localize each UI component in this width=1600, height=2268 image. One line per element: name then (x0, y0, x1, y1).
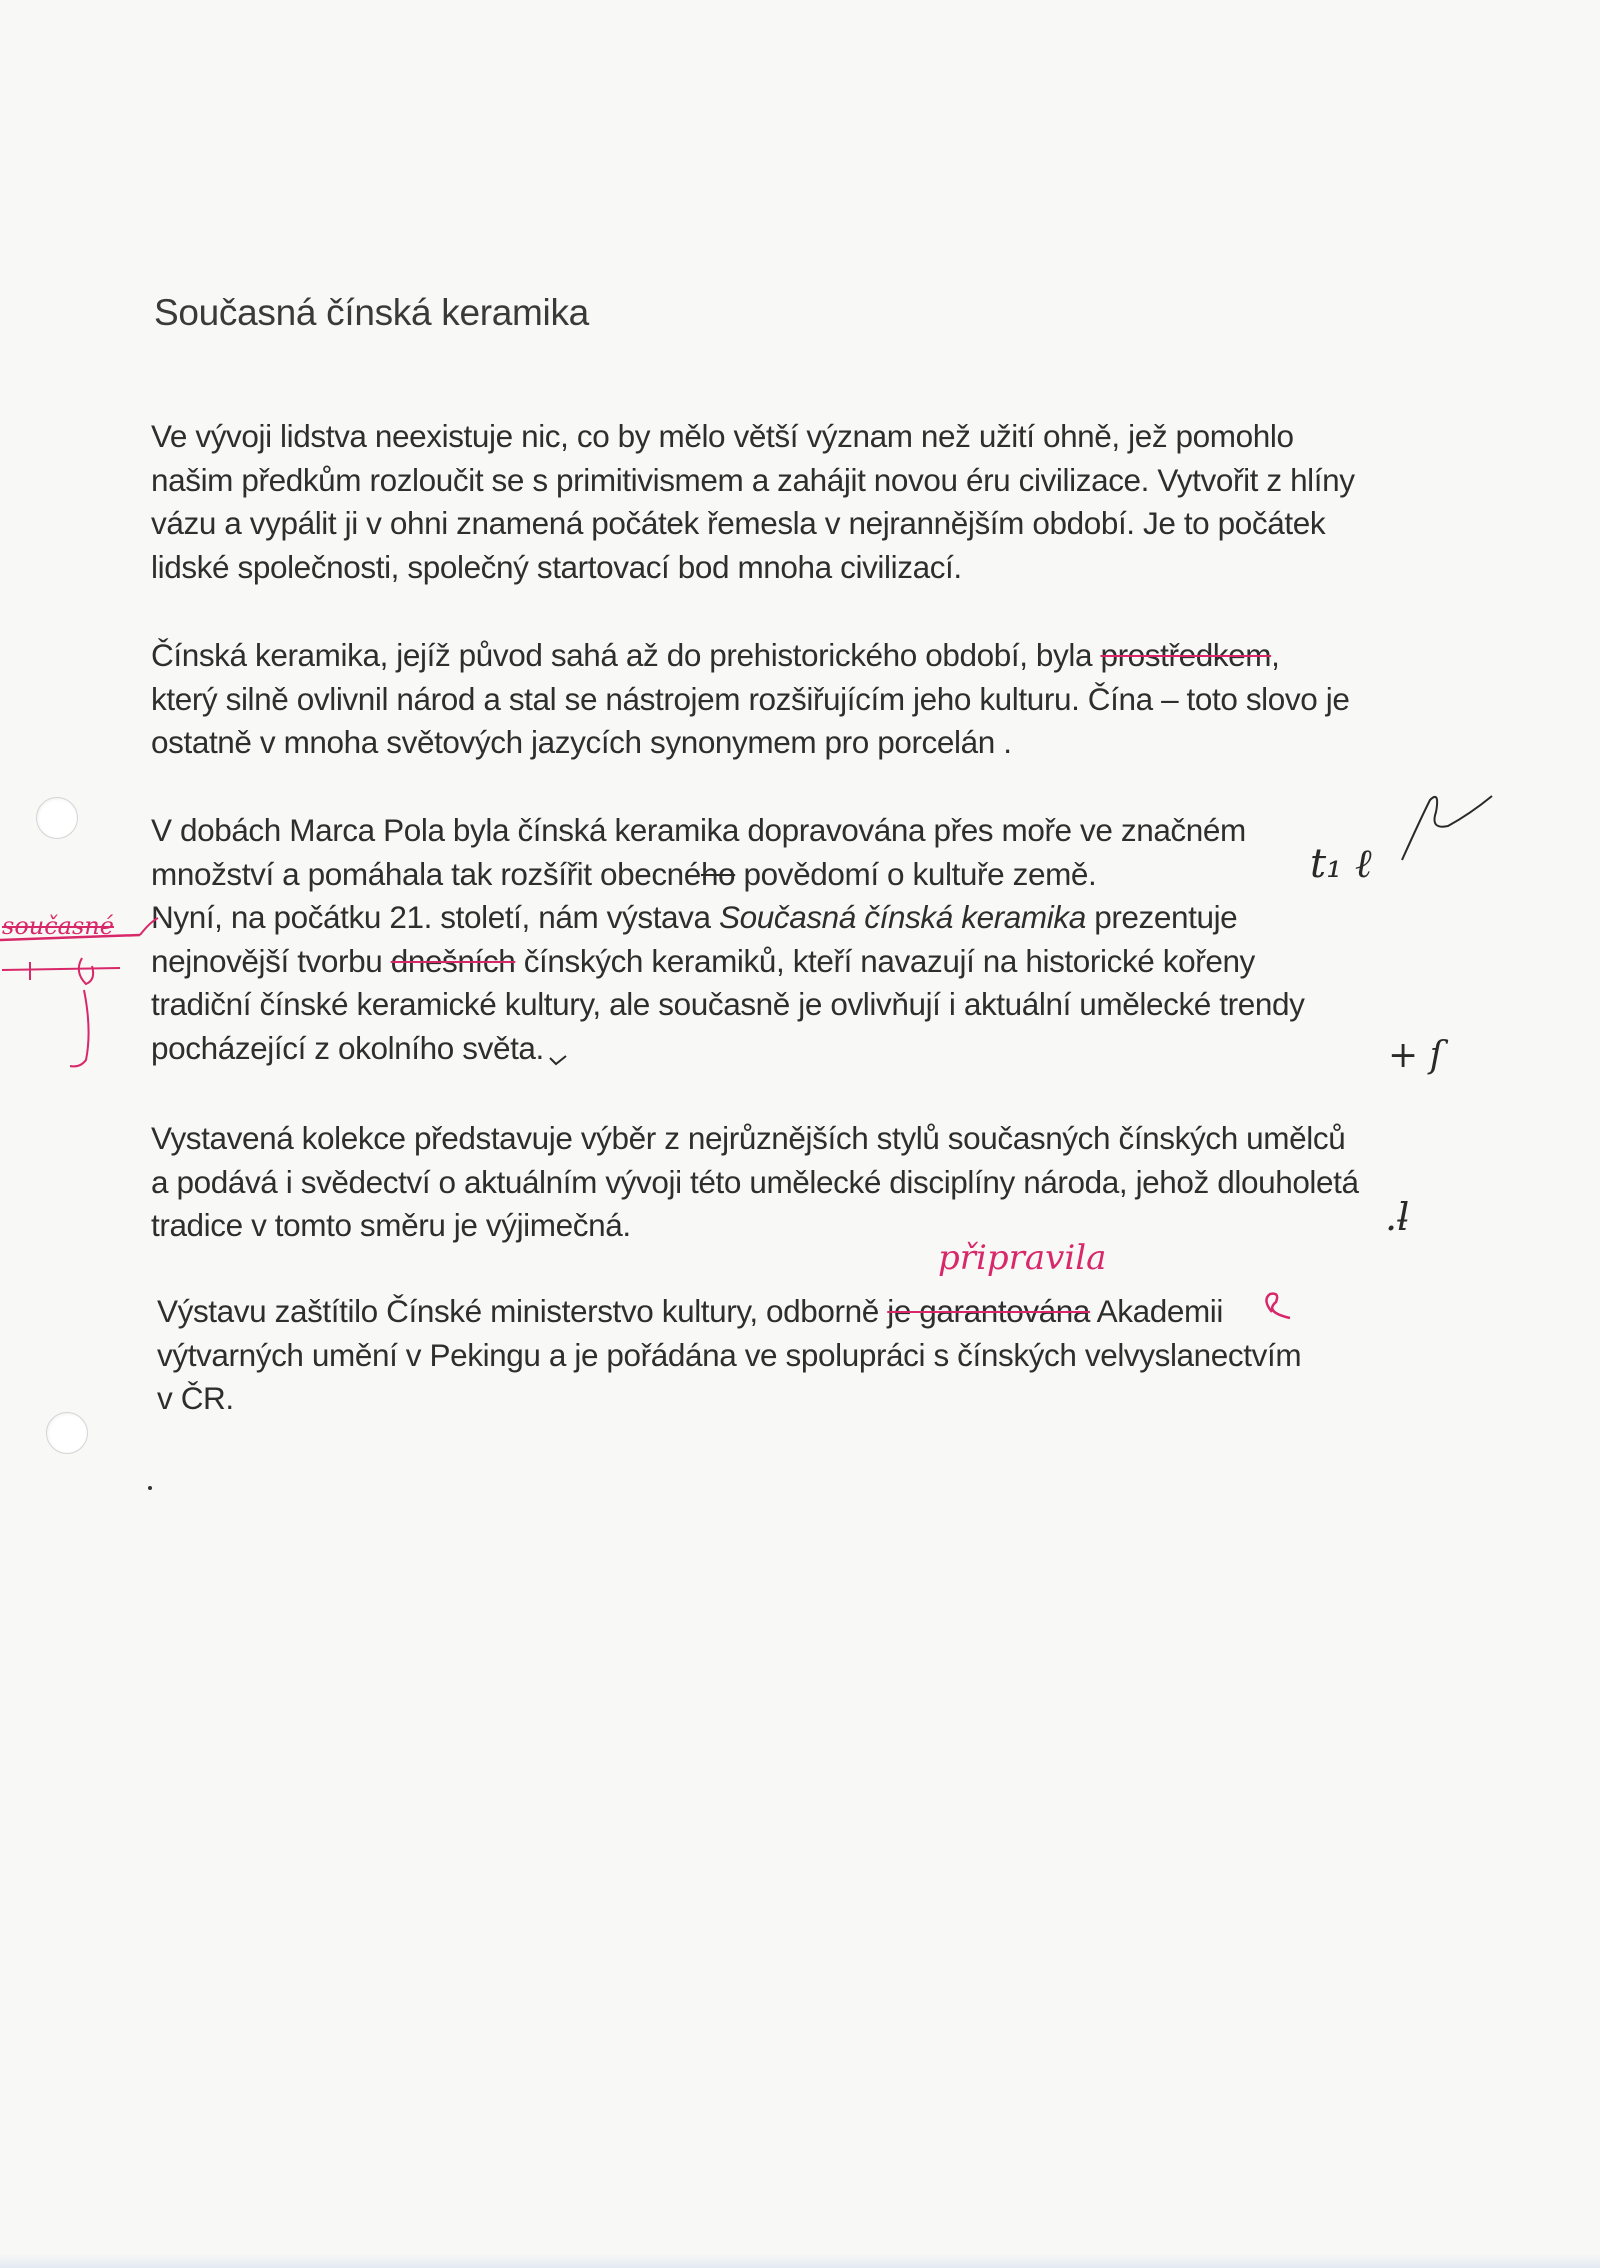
text-run: Výstavu zaštítilo Čínské ministerstvo kultury, odborně (157, 1293, 888, 1329)
exhibition-name: Současná čínská keramika (719, 899, 1086, 935)
paragraph-3-line-6: pocházející z okolního světa. (151, 1029, 544, 1066)
paragraph-3-line-4 (151, 940, 1401, 984)
text-run: Akademii (1090, 1293, 1223, 1329)
text-run: množství a pomáhala tak rozšířit obecné (151, 855, 701, 892)
struck-word: prostředkem (1100, 637, 1272, 673)
struck-letters: ho (700, 855, 736, 892)
margin-correction-note: současné (2, 912, 114, 940)
punch-hole-top (36, 797, 78, 839)
paragraph-4-line: Vystavená kolekce představuje výběr z nejrůznějších stylů současných čínských umělců (151, 1120, 1346, 1156)
paragraph-2-line-1 (151, 634, 1401, 678)
text-run: prezentuje (1085, 899, 1238, 935)
proofreading-mark-2: + ſ (1388, 1035, 1443, 1076)
margin-loop (79, 958, 93, 984)
paragraph-3-line-5: tradiční čínské keramické kultury, ale současně je ovlivňují i aktuální umělecké trendy (151, 986, 1305, 1022)
text-run: Čínská keramika, jejíž původ sahá až do prehistorického období, byla (151, 637, 1101, 673)
paragraph-5-line-1 (157, 1290, 1407, 1334)
text-run: Nyní, na počátku 21. století, nám výstava (151, 899, 719, 935)
paragraph-1-line: lidské společnosti, společný startovací bod mnoha civilizací. (151, 548, 962, 585)
text-run: nejnovější tvorbu (151, 942, 391, 979)
paragraph-5-line-3: v ČR. (157, 1380, 234, 1416)
punch-hole-bottom (46, 1412, 88, 1454)
paragraph-3 (151, 809, 1401, 1070)
paragraph-3-line-3 (151, 896, 1401, 940)
paragraph-2-line-3: ostatně v mnoha světových jazycích synonymem pro porcelán . (151, 724, 1012, 760)
text-run: povědomí o kultuře země. (735, 855, 1097, 892)
proofreading-mark-3: .ƚ (1385, 1195, 1410, 1239)
paragraph-5 (157, 1290, 1407, 1421)
paragraph-1-line: našim předkům rozloučit se s primitivismem a zahájit novou éru civilizace. Vytvořit z hlíny (151, 461, 1355, 498)
paragraph-4-line: tradice v tomto směru je výjimečná. (151, 1207, 631, 1243)
paragraph-3-line-1: V dobách Marca Pola byla čínská keramika dopravována přes moře ve značném (151, 812, 1246, 848)
ink-dot (148, 1486, 152, 1490)
paragraph-2-line-2: který silně ovlivnil národ a stal se nástrojem rozšiřujícím jeho kulturu. Čína – toto slovo je (151, 680, 1350, 717)
paragraph-4-line: a podává i svědectví o aktuálním vývoji této umělecké disciplíny národa, jehož dlouholetá (151, 1163, 1359, 1200)
paragraph-1-line: vázu a vypálit ji v ohni znamená počátek řemesla v nejrannějším období. Je to počátek (151, 505, 1326, 541)
text-run: čínských keramiků, kteří navazují na historické kořeny (515, 942, 1255, 979)
text-run: , (1271, 637, 1280, 673)
margin-underline (2, 968, 120, 970)
paragraph-1-line: Ve vývoji lidstva neexistuje nic, co by mělo větší význam než užití ohně, jež pomohlo (151, 418, 1294, 454)
scan-edge (0, 2254, 1600, 2268)
proofreading-mark-1: t₁ ℓ (1310, 841, 1372, 887)
paragraph-1 (151, 415, 1401, 589)
paragraph-3-line-2 (151, 853, 1401, 897)
struck-word: dnešních (390, 942, 516, 979)
paragraph-5-line-2: výtvarných umění v Pekingu a je pořádána ve spolupráci s čínských velvyslanectvím (157, 1336, 1302, 1373)
paragraph-4 (151, 1117, 1401, 1248)
struck-words: je garantována (887, 1293, 1091, 1329)
handwritten-insertion: připravila (938, 1238, 1107, 1278)
document-title: Současná čínská keramika (154, 292, 589, 333)
margin-bracket (70, 990, 89, 1066)
proofreading-flourish (1402, 796, 1492, 860)
paragraph-2 (151, 634, 1401, 765)
